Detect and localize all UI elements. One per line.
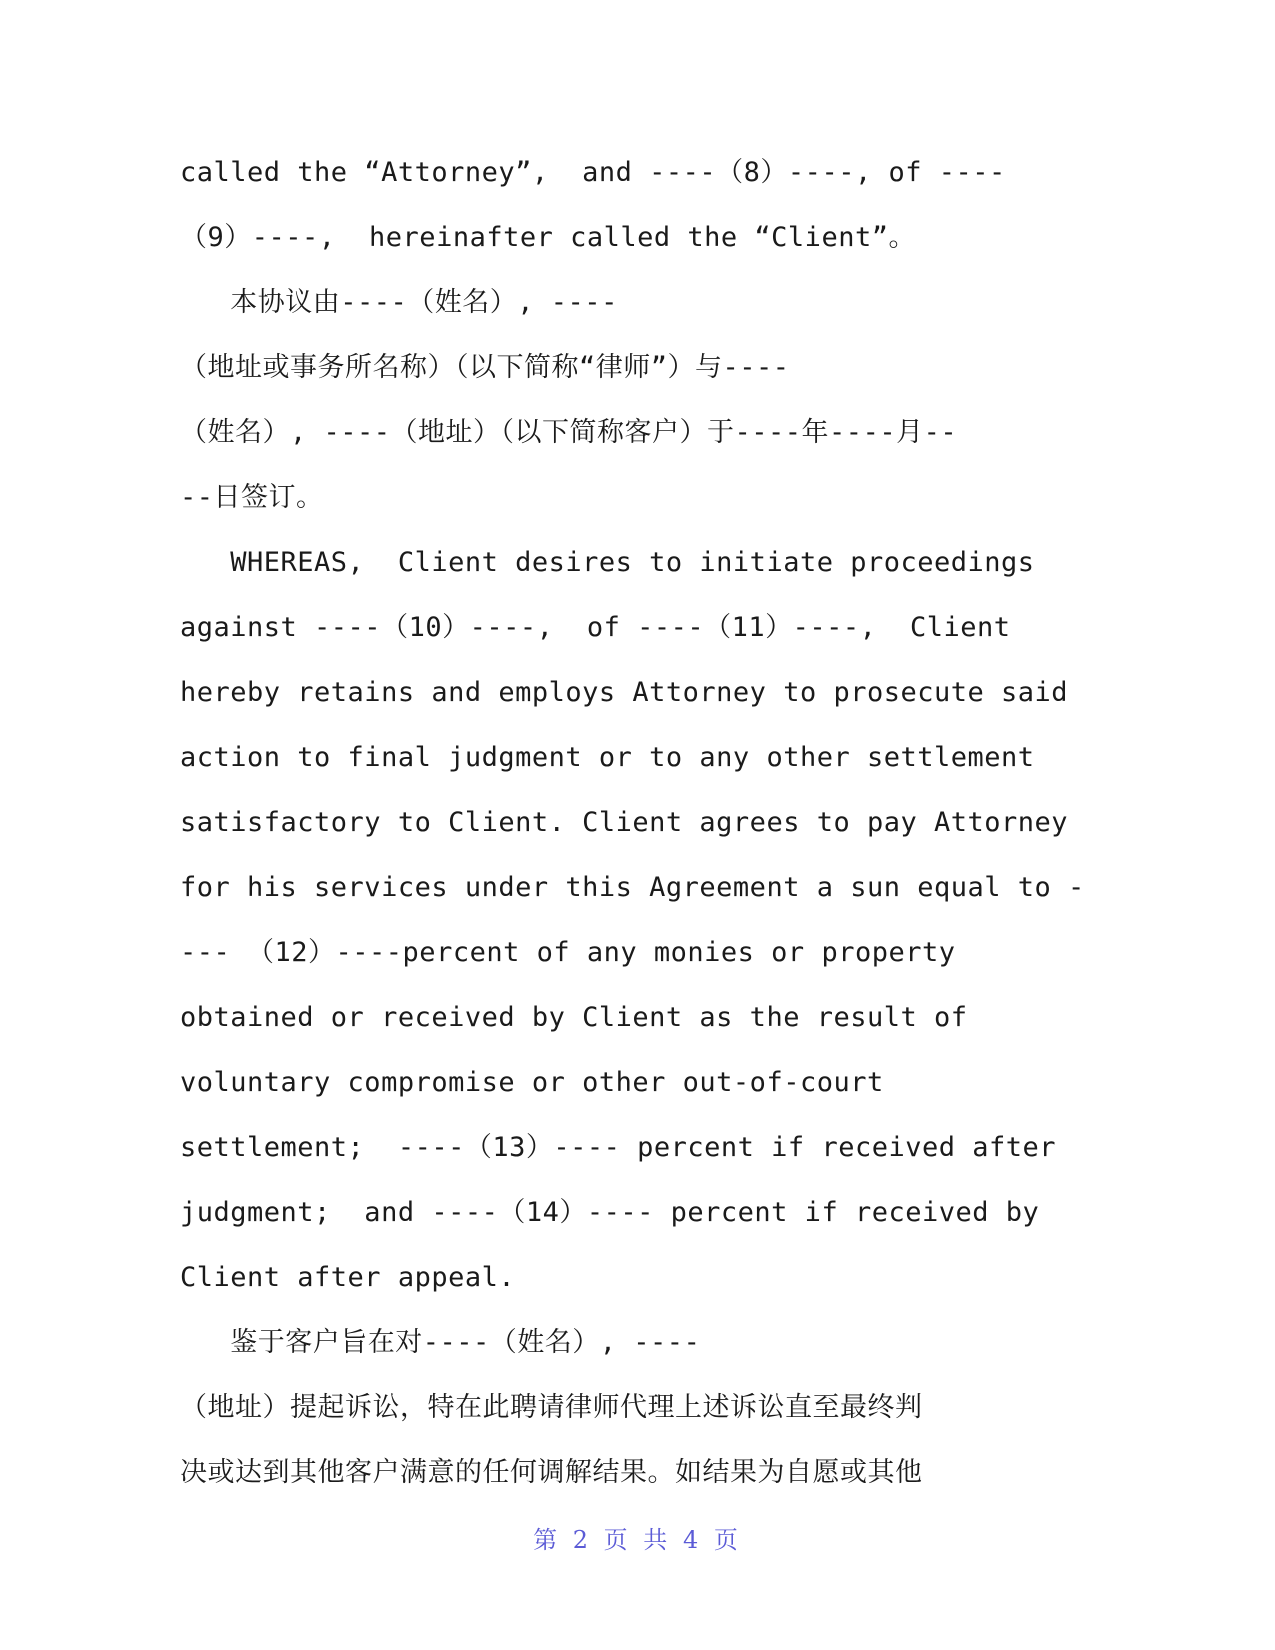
text-line: for his services under this Agreement a sun equal to - — [180, 872, 1085, 903]
document-body — [180, 140, 1085, 1505]
text-line: called the “Attorney”, and ----（8）----, of ---- — [180, 157, 1006, 188]
text-line: Client after appeal. — [180, 1262, 516, 1293]
text-line: settlement; ----（13）---- percent if received after — [180, 1132, 1057, 1163]
text-line: （姓名）, ----（地址）（以下简称客户）于----年----月-- — [180, 417, 958, 448]
text-line: （地址或事务所名称）（以下简称“律师”）与---- — [180, 352, 790, 383]
text-line: voluntary compromise or other out-of-court — [180, 1067, 884, 1098]
text-line: WHEREAS, Client desires to initiate proceedings — [180, 547, 1035, 578]
text-line: 本协议由----（姓名）, ---- — [180, 287, 618, 318]
page-number-footer: 第 2 页 共 4 页 — [533, 1526, 742, 1554]
text-line: judgment; and ----（14）---- percent if received by — [180, 1197, 1040, 1228]
text-line: --日签订。 — [180, 482, 324, 513]
text-line: hereby retains and employs Attorney to prosecute said — [180, 677, 1069, 708]
text-line: against ----（10）----, of ----（11）----, Client — [180, 612, 1011, 643]
text-line: （9）----, hereinafter called the “Client”。 — [180, 222, 916, 253]
text-line: --- （12）----percent of any monies or property — [180, 937, 956, 968]
text-line: obtained or received by Client as the result of — [180, 1002, 968, 1033]
text-line: （地址）提起诉讼，特在此聘请律师代理上述诉讼直至最终判 — [180, 1392, 923, 1423]
text-line: satisfactory to Client. Client agrees to pay Attorney — [180, 807, 1069, 838]
text-line: 鉴于客户旨在对----（姓名）, ---- — [180, 1327, 701, 1358]
text-line: action to final judgment or to any other settlement — [180, 742, 1035, 773]
text-line: 决或达到其他客户满意的任何调解结果。如结果为自愿或其他 — [180, 1457, 923, 1488]
